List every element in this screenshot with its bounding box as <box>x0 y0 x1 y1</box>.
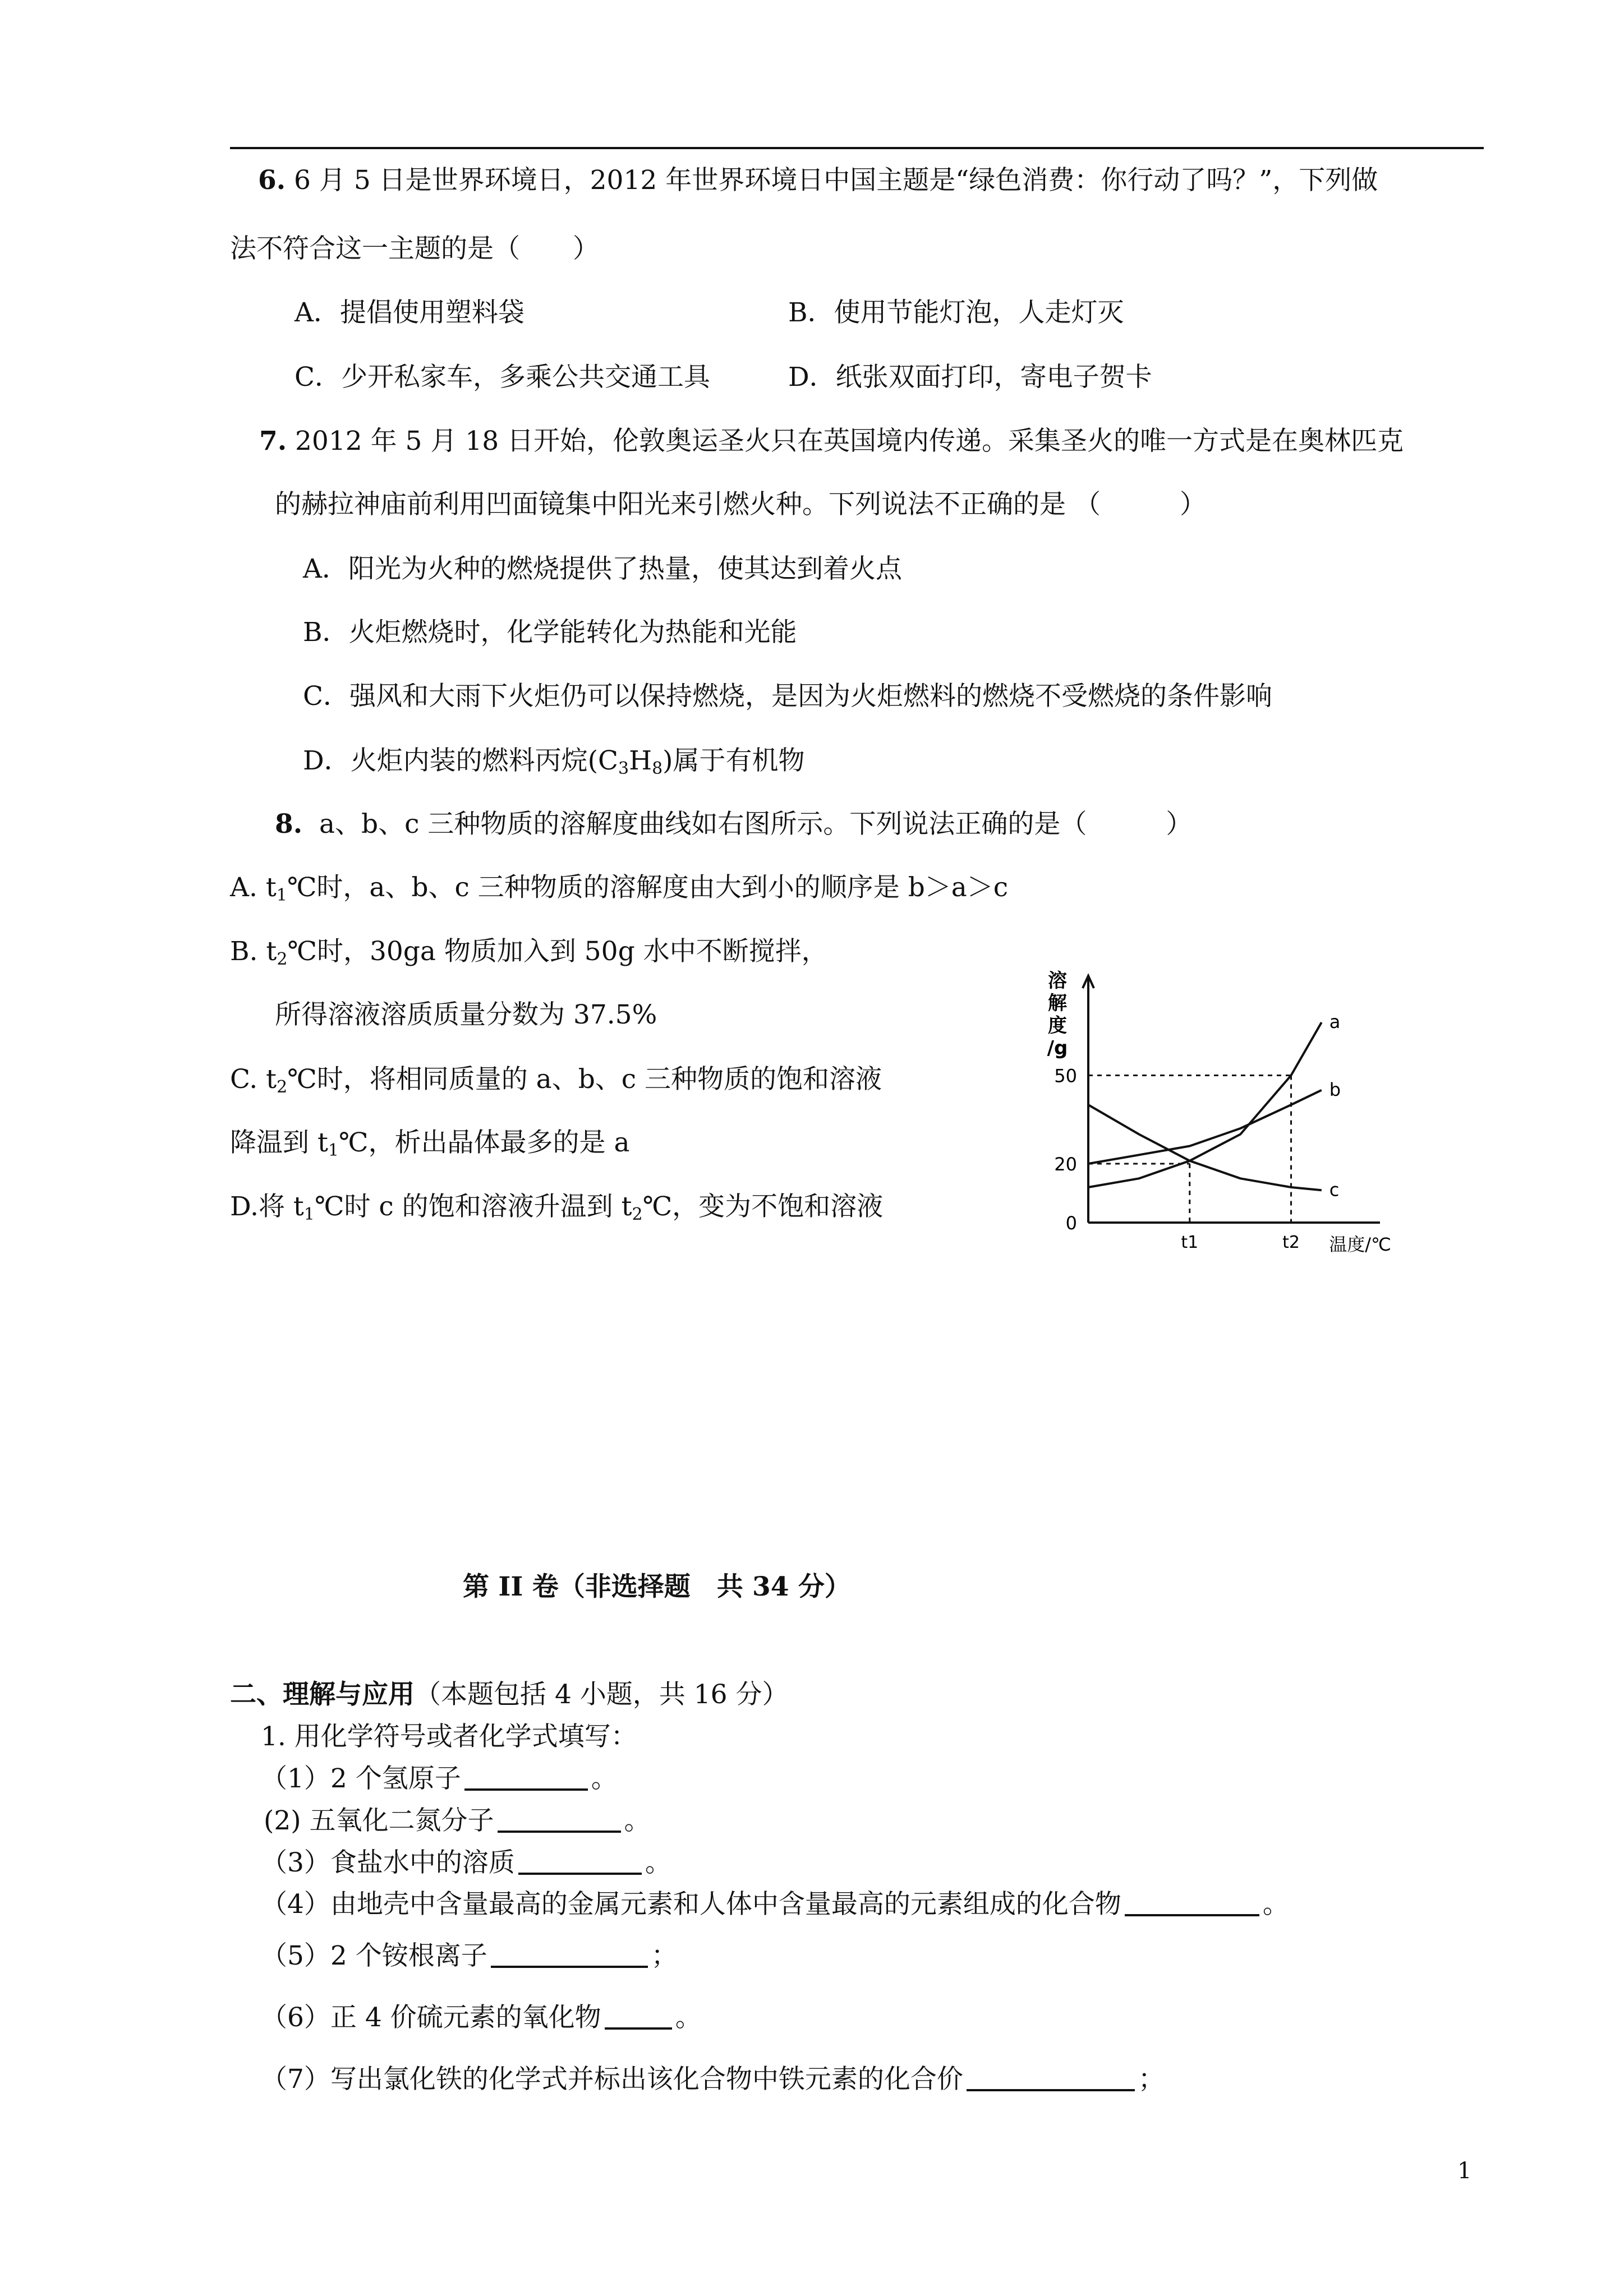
answer-blank-5[interactable] <box>491 1940 648 1968</box>
y-tick-label: 50 <box>1054 1065 1077 1087</box>
answer-blank-6[interactable] <box>605 2002 672 2030</box>
q8-option-d: D.将 $t_1℃$时 c 的饱和溶液升温到 $t_2℃$，变为不饱和溶液 <box>230 1191 884 1224</box>
s2q1-item-5: （5）2 个铵根离子 ； <box>261 1940 678 1971</box>
part2-heading <box>230 1678 788 1712</box>
q6-line1 <box>258 164 1378 197</box>
q7-option-b: B．火炬燃烧时，化学能转化为热能和光能 <box>303 617 797 648</box>
q8-option-a: A. $t_1℃$时，a、b、c 三种物质的溶解度由大到小的顺序是 b＞a＞c <box>230 872 1009 905</box>
q7-option-d: D．火炬内装的燃料丙烷$(C_3H_8)$属于有机物 <box>303 745 805 778</box>
q7-stem: 2012 年 5 月 18 日开始，伦敦奥运圣火只在英国境内传递。采集圣火的唯一方式是在奥林匹克 <box>295 426 1404 457</box>
q8-option-b: B. $t_2℃$时，30ga 物质加入到 50g 水中不断搅拌， <box>230 936 828 969</box>
x-tick-label: t1 <box>1181 1233 1199 1252</box>
q6-line2: 法不符合这一主题的是（ ） <box>230 233 599 264</box>
curve-label-b: b <box>1329 1078 1341 1100</box>
section-title: 第 II 卷（非选择题 共 34 分） <box>463 1571 851 1602</box>
s2q1-item-2: (2) 五氧化二氮分子 。 <box>264 1805 651 1836</box>
x-axis-label: 温度/℃ <box>1329 1234 1391 1255</box>
q7-line2: 的赫拉神庙前利用凹面镜集中阳光来引燃火种。下列说法不正确的是 （ ） <box>275 489 1206 520</box>
y-tick-label: 20 <box>1054 1154 1077 1175</box>
solubility-chart <box>1038 953 1397 1267</box>
q6-option-a: A．提倡使用塑料袋 <box>295 297 525 328</box>
curve-a <box>1088 1022 1322 1187</box>
q7-option-c: C．强风和大雨下火炬仍可以保持燃烧，是因为火炬燃料的燃烧不受燃烧的条件影响 <box>303 681 1272 712</box>
curve-c <box>1088 1105 1322 1190</box>
q8-line1 <box>275 808 1192 841</box>
answer-blank-1[interactable] <box>464 1763 588 1791</box>
answer-blank-7[interactable] <box>967 2063 1135 2091</box>
curve-label-a: a <box>1329 1011 1341 1032</box>
q6-option-b: B．使用节能灯泡，人走灯灭 <box>788 297 1124 328</box>
answer-blank-4[interactable] <box>1125 1888 1259 1916</box>
q7-number: 7. <box>259 426 287 457</box>
q8-stem: a、b、c 三种物质的溶解度曲线如右图所示。下列说法正确的是（ ） <box>319 809 1193 840</box>
s2q1-item-3: （3）食盐水中的溶质 。 <box>261 1847 671 1878</box>
s2q1-item-4: （4）由地壳中含量最高的金属元素和人体中含量最高的元素组成的化合物 。 <box>261 1889 1289 1920</box>
y-axis-label: /g <box>1047 1037 1068 1059</box>
y-tick-label: 0 <box>1065 1212 1077 1234</box>
part2-note: （本题包括 4 小题，共 16 分） <box>415 1679 789 1710</box>
q6-option-c: C．少开私家车，多乘公共交通工具 <box>295 362 710 393</box>
s2q1-item-6: （6）正 4 价硫元素的氧化物 。 <box>261 2002 702 2033</box>
y-axis-label: 溶 <box>1048 970 1067 992</box>
q8-option-c-line2: 降温到 $t_1℃$，析出晶体最多的是 a <box>230 1127 630 1160</box>
q8-option-b-line2: 所得溶液溶质质量分数为 37.5% <box>275 999 657 1030</box>
part2-title: 二、理解与应用 <box>230 1679 415 1710</box>
curve-label-c: c <box>1329 1179 1340 1201</box>
q7-option-a: A．阳光为火种的燃烧提供了热量，使其达到着火点 <box>303 554 902 584</box>
y-axis-label: 度 <box>1048 1015 1067 1037</box>
s2q1-intro: 1. 用化学符号或者化学式填写： <box>261 1721 637 1752</box>
q6-option-d: D．纸张双面打印，寄电子贺卡 <box>788 362 1152 393</box>
s2q1-item-1: （1）2 个氢原子 。 <box>261 1763 618 1794</box>
q8-number: 8. <box>275 809 303 840</box>
y-axis-label: 解 <box>1048 992 1067 1015</box>
q7-line1 <box>259 425 1404 458</box>
header-rule <box>230 147 1484 149</box>
answer-blank-3[interactable] <box>518 1847 642 1875</box>
q8-option-c: C. $t_2℃$时，将相同质量的 a、b、c 三种物质的饱和溶液 <box>230 1064 882 1097</box>
x-tick-label: t2 <box>1282 1233 1300 1252</box>
q6-number: 6. <box>258 165 286 196</box>
s2q1-item-7: （7）写出氯化铁的化学式并标出该化合物中铁元素的化合价 ； <box>261 2064 1165 2095</box>
q6-stem: 6 月 5 日是世界环境日，2012 年世界环境日中国主题是“绿色消费：你行动了吗？”，下列做 <box>294 165 1378 196</box>
answer-blank-2[interactable] <box>498 1805 621 1833</box>
page-number: 1 <box>1457 2158 1472 2184</box>
